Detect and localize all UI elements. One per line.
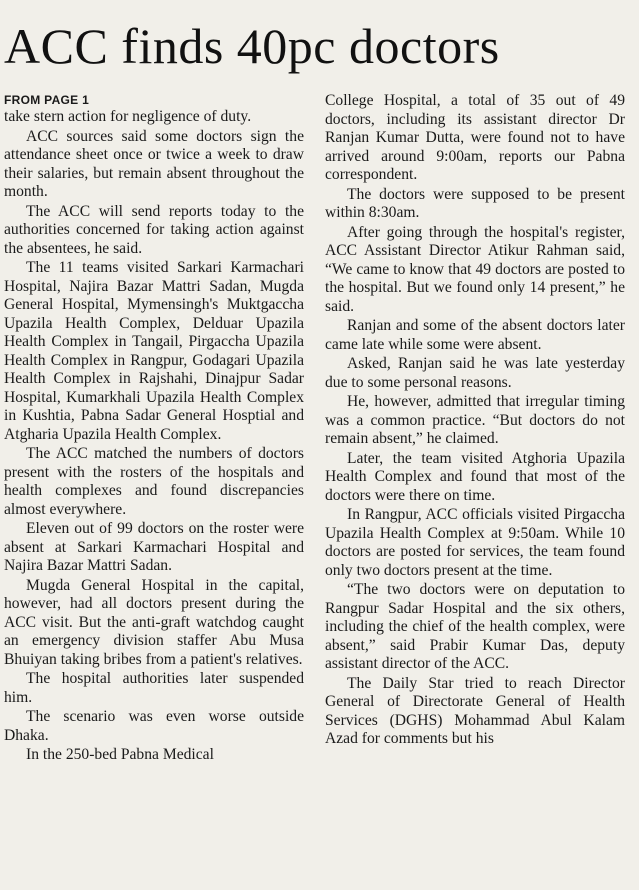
left-column: [4, 92, 304, 766]
right-column: [325, 92, 625, 750]
paragraph: The hospital authorities later suspended him.: [4, 670, 304, 706]
paragraph: ACC sources said some doctors sign the attendance sheet once or twice a week to draw their salaries, but remain absent throughout the month.: [4, 127, 304, 200]
headline: ACC finds 40pc doctors: [4, 18, 500, 74]
paragraph: Eleven out of 99 doctors on the roster were absent at Sarkari Karmachari Hospital and Najira Bazar Mattri Sadan.: [4, 520, 304, 574]
paragraph: Later, the team visited Atghoria Upazila Health Complex and found that most of the doctors were there on time.: [325, 449, 625, 504]
paragraph: Ranjan and some of the absent doctors later came late while some were absent.: [325, 317, 625, 353]
paragraph: College Hospital, a total of 35 out of 49 doctors, including its assistant director Dr Ranjan Kumar Dutta, were found not to have arrived around 9:00am, reports our Pabna correspondent.: [325, 92, 625, 183]
paragraph: He, however, admitted that irregular timing was a common practice. “But doctors do not remain absent,” he claimed.: [325, 393, 625, 447]
paragraph: The ACC matched the numbers of doctors present with the rosters of the hospitals and health complexes and found discrepancies almost everywhere.: [4, 445, 304, 518]
paragraph: The ACC will send reports today to the authorities concerned for taking action against the absentees, he said.: [4, 202, 304, 257]
continuation-kicker: FROM PAGE 1: [4, 93, 90, 107]
paragraph: “The two doctors were on deputation to Rangpur Sadar Hospital and the six others, including the chief of the health complex, were absent,” said Prabir Kumar Das, deputy assistant director of the ACC.: [325, 581, 625, 672]
paragraph: take stern action for negligence of duty.: [4, 108, 252, 125]
paragraph: The scenario was even worse outside Dhaka.: [4, 708, 304, 744]
paragraph: After going through the hospital's register, ACC Assistant Director Atikur Rahman said, “We came to know that 49 doctors are posted to the hospital. But we found only 14 present,” he said.: [325, 223, 625, 315]
paragraph: The doctors were supposed to be present within 8:30am.: [325, 185, 625, 221]
paragraph: Asked, Ranjan said he was late yesterday due to some personal reasons.: [325, 355, 625, 391]
paragraph: In Rangpur, ACC officials visited Pirgaccha Upazila Health Complex at 9:50am. While 10 doctors are posted for services, the team found only two doctors present at the time.: [325, 506, 625, 579]
paragraph: Mugda General Hospital in the capital, however, had all doctors present during the ACC visit. But the anti-graft watchdog caught an emergency division staffer Abu Musa Bhuiyan taking bribes from a patient's relatives.: [4, 576, 304, 668]
paragraph: In the 250-bed Pabna Medical: [26, 746, 214, 763]
paragraph: The 11 teams visited Sarkari Karmachari Hospital, Najira Bazar Mattri Sadan, Mugda General Hospital, Mymensingh's Muktgaccha Upazila Health Complex, Delduar Upazila Health Complex in Tangail, Pirgaccha Upazila Health Complex in Rangpur, Godagari Upazila Health Complex in Rajshahi, Dinajpur Sadar Hospital, Kumarkhali Upazila Health Complex in Kushtia, Pabna Sadar General Hosptial and Atgharia Upazila Health Complex.: [4, 259, 304, 443]
paragraph: The Daily Star tried to reach Director General of Directorate General of Health Services (DGHS) Mohammad Abul Kalam Azad for comments but his: [325, 674, 625, 747]
